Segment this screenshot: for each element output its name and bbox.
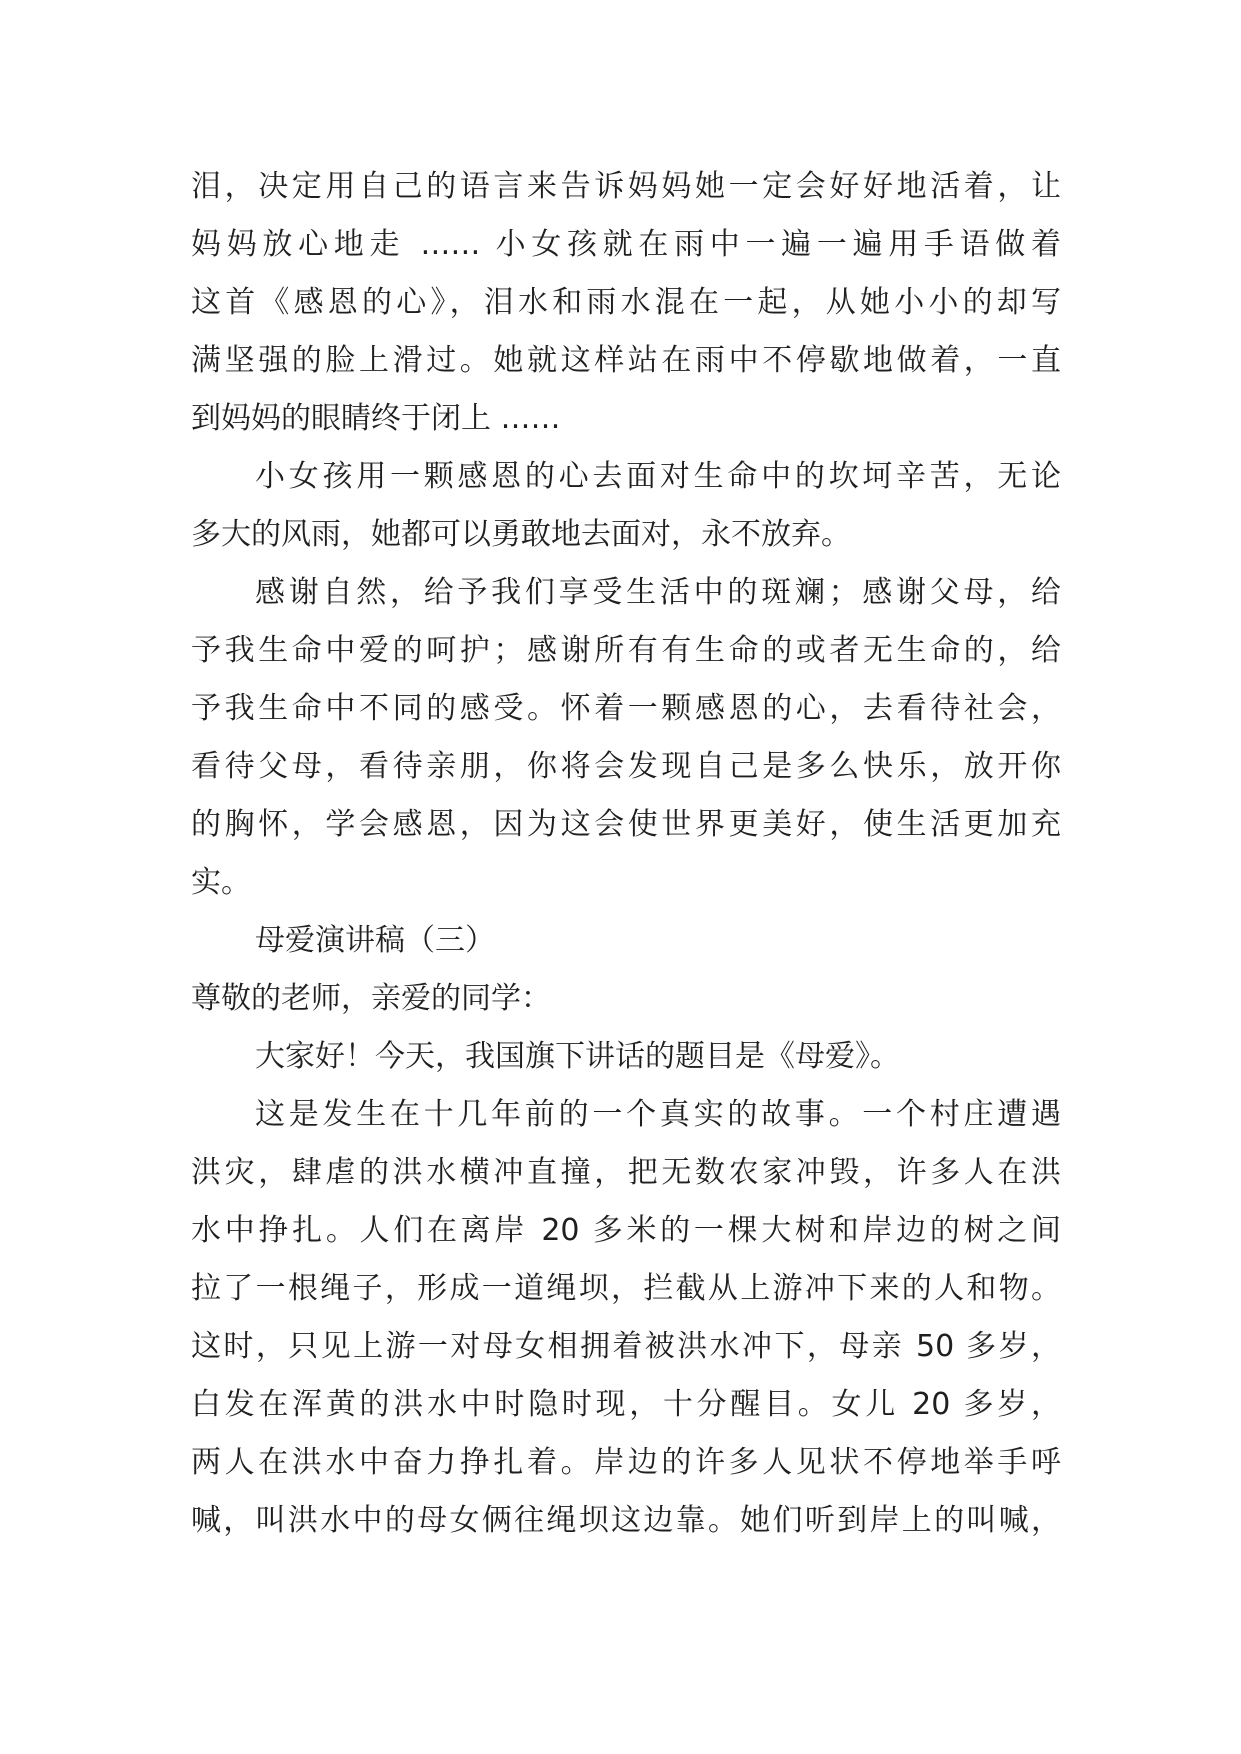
text-line: 喊，叫洪水中的母女俩往绳坝这边靠。她们听到岸上的叫喊， (191, 1503, 1061, 1538)
text-line: 拉了一根绳子，形成一道绳坝，拦截从上游冲下来的人和物。 (191, 1271, 1061, 1306)
text-line: 这是发生在十几年前的一个真实的故事。一个村庄遭遇 (255, 1097, 1061, 1132)
text-line: 予我生命中不同的感受。怀着一颗感恩的心，去看待社会， (191, 691, 1061, 726)
text-line: 到妈妈的眼睛终于闭上 …… (191, 401, 561, 436)
text-line: 两人在洪水中奋力挣扎着。岸边的许多人见状不停地举手呼 (191, 1445, 1061, 1480)
salutation: 尊敬的老师，亲爱的同学： (191, 981, 551, 1016)
text-line: 这首《感恩的心》，泪水和雨水混在一起，从她小小的却写 (191, 285, 1061, 320)
text-line: 水中挣扎。人们在离岸 20 多米的一棵大树和岸边的树之间 (191, 1213, 1061, 1248)
text-line: 泪，决定用自己的语言来告诉妈妈她一定会好好地活着，让 (191, 169, 1061, 204)
text-line: 白发在浑黄的洪水中时隐时现，十分醒目。女儿 20 多岁， (191, 1387, 1061, 1422)
text-line: 的胸怀，学会感恩，因为这会使世界更美好，使生活更加充 (191, 807, 1061, 842)
text-line: 感谢自然，给予我们享受生活中的斑斓；感谢父母，给 (255, 575, 1061, 610)
text-line: 看待父母，看待亲朋，你将会发现自己是多么快乐，放开你 (191, 749, 1061, 784)
text-line: 洪灾，肆虐的洪水横冲直撞，把无数农家冲毁，许多人在洪 (191, 1155, 1061, 1190)
text-line: 多大的风雨，她都可以勇敢地去面对，永不放弃。 (191, 517, 851, 552)
text-line: 满坚强的脸上滑过。她就这样站在雨中不停歇地做着，一直 (191, 343, 1061, 378)
text-line: 这时，只见上游一对母女相拥着被洪水冲下，母亲 50 多岁， (191, 1329, 1061, 1364)
text-line: 妈妈放心地走 …… 小女孩就在雨中一遍一遍用手语做着 (191, 227, 1061, 262)
text-line: 实。 (191, 865, 251, 900)
text-line: 予我生命中爱的呵护；感谢所有有生命的或者无生命的，给 (191, 633, 1061, 668)
section-heading: 母爱演讲稿（三） (255, 923, 495, 958)
text-line: 小女孩用一颗感恩的心去面对生命中的坎坷辛苦，无论 (255, 459, 1061, 494)
text-line: 大家好！今天，我国旗下讲话的题目是《母爱》。 (255, 1039, 900, 1074)
